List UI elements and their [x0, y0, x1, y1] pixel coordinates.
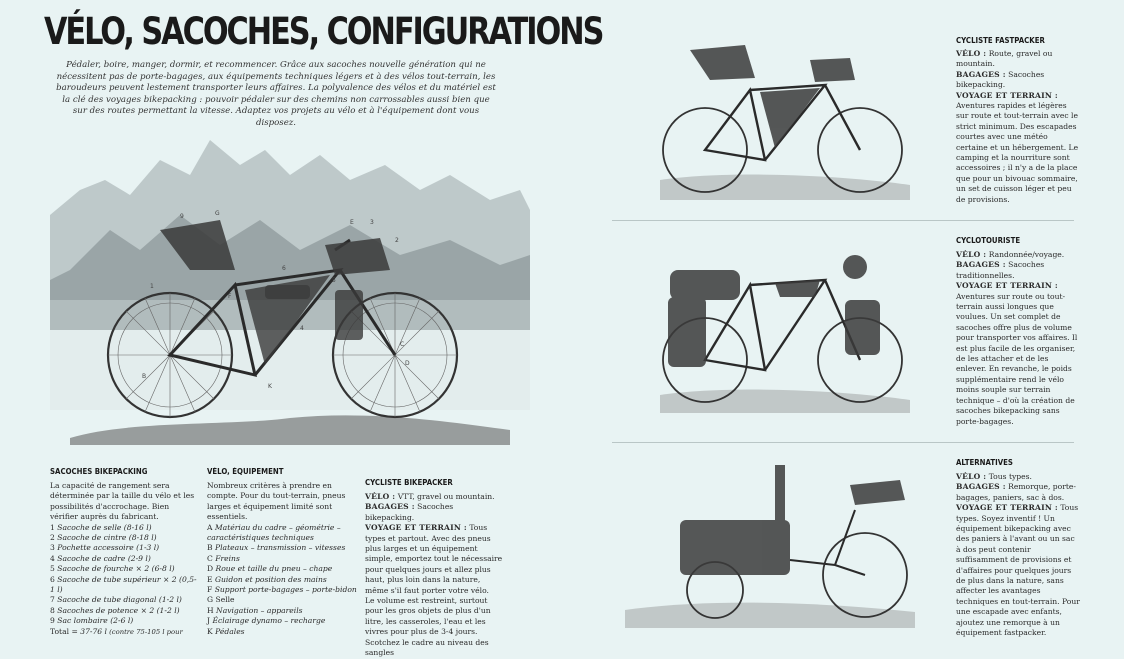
alternatives-text: VÉLO : Tous types. BAGAGES : Remorque, porte-bagages, paniers, sac à dos. VOYAGE ET TERRAIN : Tous types. Soyez inventif ! Un équipement bikepacking avec des paniers à l'avant ou un sac à dos peut contenir suffisamment de provisions et d'affaires pour quelques jours de plus dans la nature, sans affecter les avantages techniques en tout-terrain. Pour une escapade avec enfants, ajoutez une remorque à un équipement fastpacker.: [956, 472, 1080, 638]
svg-text:E: E: [350, 219, 354, 226]
velo-item: E Guidon et position des mains: [207, 574, 327, 584]
velo-intro: Nombreux critères à prendre en compte. Pour du tout-terrain, pneus larges et équipement limité sont essentiels.: [207, 481, 346, 522]
cyclotouriste-heading: CYCLOTOURISTE: [956, 236, 1021, 245]
velo-item: J Éclairage dynamo – recharge: [207, 616, 326, 626]
intro-paragraph: Pédaler, boire, manger, dormir, et recommencer. Grâce aux sacoches nouvelle génération qui ne nécessitent pas de porte-bagages, aux équipements techniques légers et à des vélos tout-terrain, les baroudeurs peuvent lestement transporter leurs affaires. La polyvalence des vélos et du matériel est la clé des voyages bikepacking : pouvoir pédaler sur des chemins non carrossables aussi bien que sur des routes permettant la vitesse. Adaptez vos projets au vélo et à l'équipement dont vous disposez.: [56, 60, 496, 128]
velo-text: [207, 481, 357, 637]
sacoches-heading: SACOCHES BIKEPACKING: [50, 467, 148, 476]
sacoches-item: 8 Sacoches de potence × 2 (1-2 l): [50, 605, 180, 615]
alternatives-heading: ALTERNATIVES: [956, 458, 1013, 467]
fastpacker-bike-illustration: [650, 30, 920, 205]
svg-text:C: C: [400, 341, 405, 348]
svg-text:K: K: [268, 383, 272, 390]
divider: [612, 442, 1074, 443]
cyclotouriste-text: VÉLO : Randonnée/voyage. BAGAGES : Sacoches traditionnelles. VOYAGE ET TERRAIN : Aventures sur route ou tout-terrain aussi longues que voulues. Un set complet de sacoches offre plus de volume pour transporter vos affaires. Il est plus facile de les organiser, de les attacher et de les enlever. En revanche, le poids supplémentaire rend le vélo moins souple sur terrain technique – d'où la création de sacoches bikepacking sans porte-bagages.: [956, 250, 1078, 426]
svg-text:1: 1: [150, 283, 154, 290]
svg-text:F: F: [228, 293, 232, 300]
svg-text:G: G: [215, 210, 220, 217]
sacoches-item: 3 Pochette accessoire (1-3 l): [50, 543, 160, 553]
divider: [612, 220, 1074, 221]
svg-text:D: D: [405, 360, 410, 367]
sacoches-item: 9 Sac lombaire (2-6 l): [50, 616, 134, 626]
velo-item: H Navigation – appareils: [207, 605, 303, 615]
sacoches-intro: La capacité de rangement sera déterminée par la taille du vélo et les possibilités d'accrochage. Bien vérifier auprès du fabricant.: [50, 481, 195, 522]
sacoches-item: 1 Sacoche de selle (8-16 l): [50, 522, 152, 532]
velo-item: A Matériau du cadre – géométrie – caractéristiques techniques: [207, 522, 341, 543]
svg-text:5: 5: [332, 277, 336, 284]
main-bike-illustration: [50, 120, 530, 460]
svg-text:9: 9: [180, 213, 184, 220]
fastpacker-heading: CYCLISTE FASTPACKER: [956, 36, 1045, 45]
velo-item: G Selle: [207, 595, 235, 605]
sacoches-text: [50, 481, 198, 637]
sacoches-item: 2 Sacoche de cintre (8-18 l): [50, 533, 157, 543]
cyclotouriste-bike-illustration: [650, 245, 920, 415]
bikepacker-text: VÉLO : VTT, gravel ou mountain. BAGAGES : Sacoches bikepacking. VOYAGE ET TERRAIN : Tous types et partout. Avec des pneus plus larges et un équipement simple, emportez tout le nécessaire pour quelques jours et allez plus haut, plus loin dans la nature, même s'il faut porter votre vélo. Le volume est restreint, surtout pour les gros objets de plus d'un litre, les casseroles, l'eau et les vivres pour plus de 3-4 jours. Scotchez le cadre au niveau des sangles: [365, 492, 503, 658]
velo-item: C Freins: [207, 553, 240, 563]
alternatives-bike-illustration: [620, 460, 920, 632]
svg-text:4: 4: [300, 325, 304, 332]
svg-text:2: 2: [395, 237, 399, 244]
sacoches-total: Total = 37-76 l (contre 75-105 l pour: [50, 626, 183, 636]
velo-item: B Plateaux – transmission – vitesses: [207, 543, 346, 553]
svg-text:6: 6: [282, 265, 286, 272]
page-title: VÉLO, SACOCHES, CONFIGURATIONS: [44, 10, 603, 53]
fastpacker-text: VÉLO : Route, gravel ou mountain. BAGAGES : Sacoches bikepacking. VOYAGE ET TERRAIN : Aventures rapides et légères sur route et tout-terrain avec le strict minimum. Des escapades courtes avec une météo certaine et un hébergement. Le camping et la nourriture sont accessoires ; il n'y a de la place que pour un bivouac sommaire, un set de cuisson léger et peu de provisions.: [956, 49, 1079, 204]
velo-item: F Support porte-bagages – porte-bidon: [207, 585, 357, 595]
sacoches-item: 7 Sacoche de tube diagonal (1-2 l): [50, 595, 182, 605]
bikepacker-heading: CYCLISTE BIKEPACKER: [365, 478, 453, 487]
velo-item: K Pédales: [207, 626, 245, 636]
svg-text:3: 3: [370, 219, 374, 226]
sacoches-item: 6 Sacoche de tube supérieur × 2 (0,5-1 l): [50, 574, 197, 595]
sacoches-item: 4 Sacoche de cadre (2-9 l): [50, 553, 151, 563]
velo-heading: VÉLO, ÉQUIPEMENT: [207, 467, 284, 476]
velo-item: D Roue et taille du pneu – chape: [207, 564, 333, 574]
sacoches-item: 5 Sacoche de fourche × 2 (6-8 l): [50, 564, 175, 574]
svg-text:B: B: [142, 373, 147, 380]
